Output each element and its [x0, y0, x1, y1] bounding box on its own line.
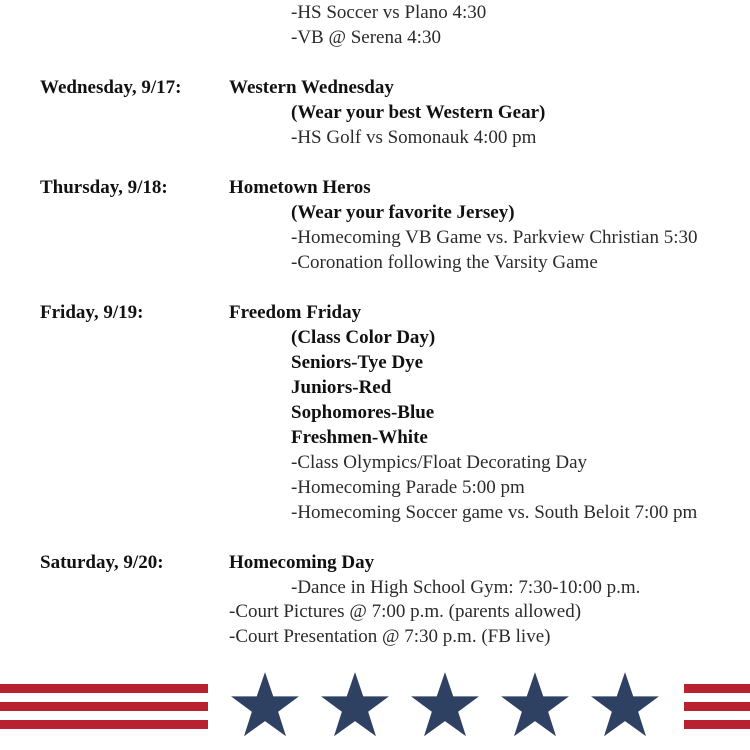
- stripe: [0, 720, 208, 729]
- note-class-color-day: (Class Color Day): [291, 327, 436, 348]
- star-icon: [230, 670, 300, 740]
- stripe: [684, 684, 750, 693]
- note-wednesday: (Wear your best Western Gear): [291, 102, 546, 123]
- stripe: [0, 702, 208, 711]
- theme-saturday: Homecoming Day: [229, 552, 375, 573]
- red-stripes-right: [684, 684, 750, 736]
- event-class-olympics: -Class Olympics/Float Decorating Day: [291, 452, 588, 473]
- event-homecoming-vb: -Homecoming VB Game vs. Parkview Christian 5:30: [291, 227, 698, 248]
- theme-wednesday: Western Wednesday: [229, 77, 394, 98]
- note-juniors: Juniors-Red: [291, 377, 392, 398]
- note-seniors: Seniors-Tye Dye: [291, 352, 424, 373]
- day-label-friday: Friday, 9/19:: [40, 302, 144, 323]
- note-sophomores: Sophomores-Blue: [291, 402, 435, 423]
- day-label-saturday: Saturday, 9/20:: [40, 552, 164, 573]
- event-hs-golf: -HS Golf vs Somonauk 4:00 pm: [291, 127, 537, 148]
- red-stripes-left: [0, 684, 208, 736]
- theme-thursday: Hometown Heros: [229, 177, 371, 198]
- event-homecoming-parade: -Homecoming Parade 5:00 pm: [291, 477, 525, 498]
- stripe: [684, 720, 750, 729]
- event-court-presentation: -Court Presentation @ 7:30 p.m. (FB live): [229, 626, 551, 647]
- event-court-pictures: -Court Pictures @ 7:00 p.m. (parents allowed): [229, 601, 582, 622]
- day-label-wednesday: Wednesday, 9/17:: [40, 77, 182, 98]
- stripe: [684, 702, 750, 711]
- event-hs-soccer-plano: -HS Soccer vs Plano 4:30: [291, 2, 487, 23]
- theme-friday: Freedom Friday: [229, 302, 362, 323]
- day-label-thursday: Thursday, 9/18:: [40, 177, 168, 198]
- star-icon: [500, 670, 570, 740]
- event-vb-serena: -VB @ Serena 4:30: [291, 27, 441, 48]
- event-homecoming-soccer: -Homecoming Soccer game vs. South Beloit 7:00 pm: [291, 502, 698, 523]
- note-freshmen: Freshmen-White: [291, 427, 428, 448]
- star-icon: [590, 670, 660, 740]
- event-dance: -Dance in High School Gym: 7:30-10:00 p.m.: [291, 577, 641, 598]
- patriotic-footer: [0, 668, 750, 750]
- event-coronation: -Coronation following the Varsity Game: [291, 252, 598, 273]
- note-thursday: (Wear your favorite Jersey): [291, 202, 515, 223]
- stripe: [0, 684, 208, 693]
- star-icon: [410, 670, 480, 740]
- star-icon: [320, 670, 390, 740]
